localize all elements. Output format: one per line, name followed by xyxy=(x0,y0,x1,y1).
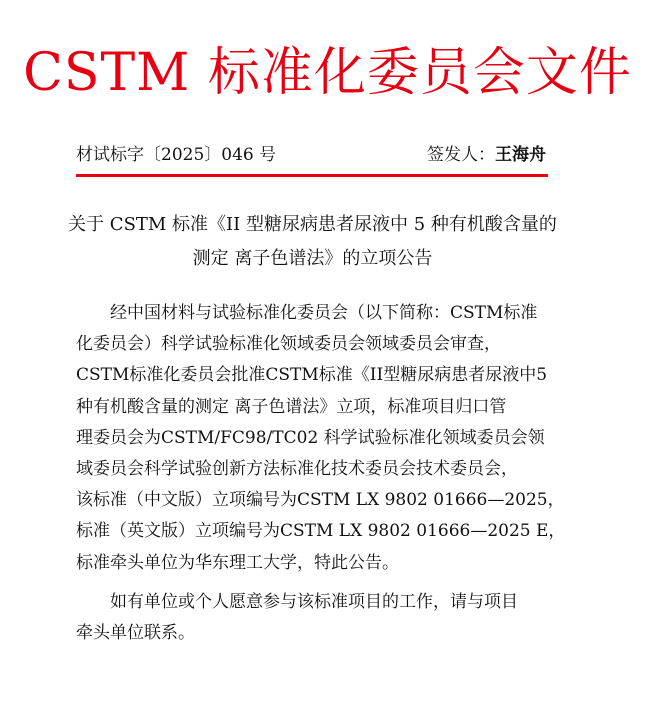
red-divider-line xyxy=(76,174,548,177)
issuer xyxy=(427,142,546,168)
body-paragraph-1-line: 经中国材料与试验标准化委员会（以下简称：CSTM标准 xyxy=(110,303,538,323)
body-paragraph-2-line: 牵头单位联系。 xyxy=(76,623,195,644)
notice-title-line: 关于 CSTM 标准《II 型糖尿病患者尿液中 5 种有机酸含量的 xyxy=(68,214,557,235)
body-paragraph-1-line: 标准牵头单位为华东理工大学，特此公告。 xyxy=(76,552,399,573)
body-paragraph-1-line: 标准（英文版）立项编号为CSTM LX 9802 01666—2025 E， xyxy=(76,521,566,542)
document-meta-row xyxy=(76,142,546,168)
notice-body xyxy=(76,298,566,649)
document-number: 材试标字〔2025〕046 号 xyxy=(76,145,277,165)
body-paragraph-1-line: CSTM标准化委员会批准CSTM标准《II型糖尿病患者尿液中5 xyxy=(76,365,548,386)
body-paragraph-1-line: 该标准（中文版）立项编号为CSTM LX 9802 01666—2025， xyxy=(76,490,565,511)
notice-title-line: 测定 离子色谱法》的立项公告 xyxy=(192,248,433,269)
issuer-name: 王海舟 xyxy=(495,145,546,165)
notice-title xyxy=(60,208,565,276)
body-paragraph-1-line: 域委员会科学试验创新方法标准化技术委员会技术委员会， xyxy=(76,459,518,480)
body-paragraph-1-line: 化委员会）科学试验标准化领域委员会领域委员会审查， xyxy=(76,334,501,355)
issuer-label: 签发人： xyxy=(427,145,495,165)
body-paragraph-2-line: 如有单位或个人愿意参与该标准项目的工作，请与项目 xyxy=(110,591,518,612)
paragraph-gap xyxy=(76,579,556,587)
body-paragraph-1-line: 种有机酸含量的测定 离子色谱法》立项，标准项目归口管 xyxy=(76,396,507,417)
document-header-title: CSTM 标准化委员会文件 xyxy=(23,43,632,103)
body-paragraph-1-line: 理委员会为CSTM/FC98/TC02 科学试验标准化领域委员会领 xyxy=(76,427,545,448)
